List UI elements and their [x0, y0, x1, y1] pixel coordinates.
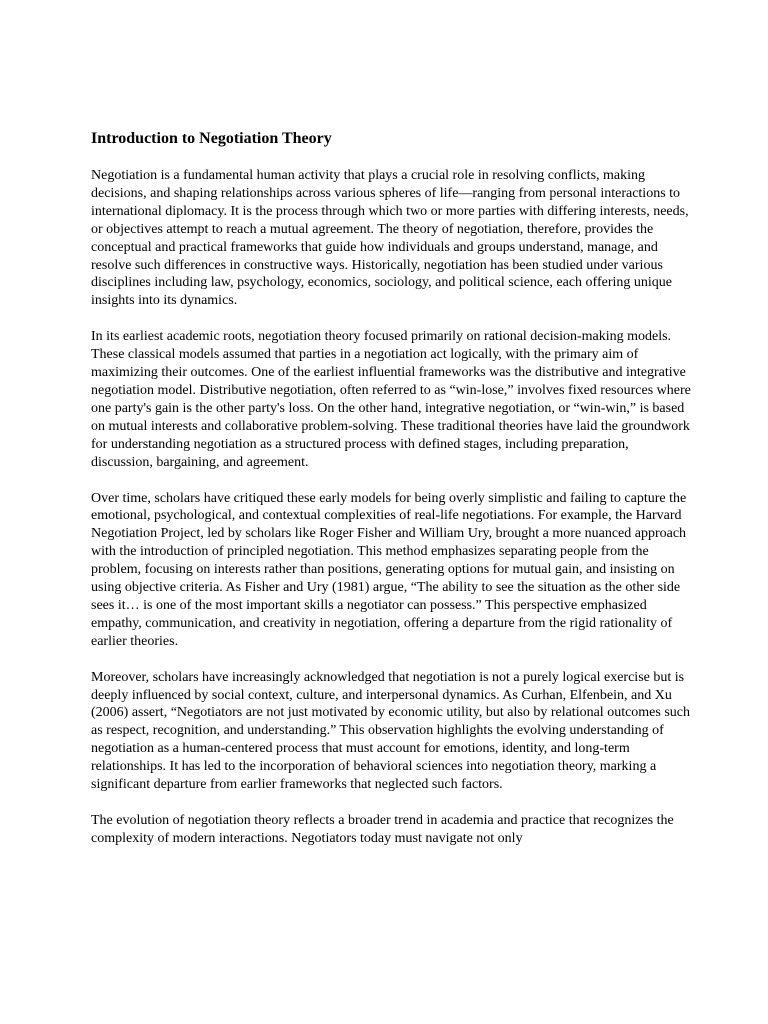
document-page	[91, 129, 691, 866]
paragraph-3: Over time, scholars have critiqued these early models for being overly simplistic and failing to capture the emotional, psychological, and contextual complexities of real-life negotiations. For example, the Harvard Negotiation Project, led by scholars like Roger Fisher and William Ury, brought a more nuanced approach with the introduction of principled negotiation. This method emphasizes separating people from the problem, focusing on interests rather than positions, generating options for mutual gain, and insisting on using objective criteria. As Fisher and Ury (1981) argue, “The ability to see the situation as the other side sees it… is one of the most important skills a negotiator can possess.” This perspective emphasized empathy, communication, and creativity in negotiation, offering a departure from the rigid rationality of earlier theories.	[91, 490, 687, 649]
paragraph-1: Negotiation is a fundamental human activity that plays a crucial role in resolving conflicts, making decisions, and shaping relationships across various spheres of life—ranging from personal interactions to international diplomacy. It is the process through which two or more parties with differing interests, needs, or objectives attempt to reach a mutual agreement. The theory of negotiation, therefore, provides the conceptual and practical frameworks that guide how individuals and groups understand, manage, and resolve such differences in constructive ways. Historically, negotiation has been studied under various disciplines including law, psychology, economics, sociology, and political science, each offering unique insights into its dynamics.	[91, 168, 689, 309]
paragraph-2: In its earliest academic roots, negotiation theory focused primarily on rational decision-making models. These classical models assumed that parties in a negotiation act logically, with the primary aim of maximizing their outcomes. One of the earliest influential frameworks was the distributive and integrative negotiation model. Distributive negotiation, often referred to as “win-lose,” involves fixed resources where one party's gain is the other party's loss. On the other hand, integrative negotiation, or “win-win,” is based on mutual interests and collaborative problem-solving. These traditional theories have laid the groundwork for understanding negotiation as a structured process with defined stages, including preparation, discussion, bargaining, and agreement.	[91, 329, 691, 470]
document-title: Introduction to Negotiation Theory	[91, 130, 332, 147]
paragraph-4: Moreover, scholars have increasingly acknowledged that negotiation is not a purely logical exercise but is deeply influenced by social context, culture, and interpersonal dynamics. As Curhan, Elfenbein, and Xu (2006) assert, “Negotiators are not just motivated by economic utility, but also by relational outcomes such as respect, recognition, and understanding.” This observation highlights the evolving understanding of negotiation as a human-centered process that must account for emotions, identity, and long-term relationships. It has led to the incorporation of behavioral sciences into negotiation theory, marking a significant departure from earlier frameworks that neglected such factors.	[91, 669, 691, 793]
paragraph-5: The evolution of negotiation theory reflects a broader trend in academia and practice that recognizes the complexity of modern interactions. Negotiators today must navigate not only	[91, 813, 674, 846]
